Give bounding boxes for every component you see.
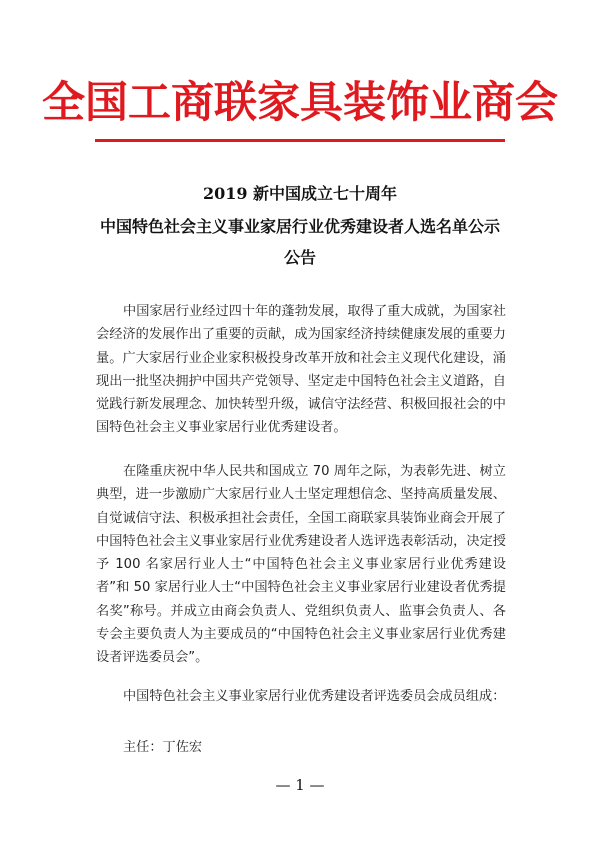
- page-number: — 1 —: [275, 776, 325, 794]
- chairman-line: 主任：丁佐宏: [123, 740, 203, 755]
- title-line-2: 中国特色社会主义事业家居行业优秀建设者人选名单公示: [99, 217, 500, 236]
- body-paragraph-3: 中国特色社会主义事业家居行业优秀建设者评选委员会成员组成：: [123, 689, 506, 704]
- body-paragraph-1: 中国家居行业经过四十年的蓬勃发展，取得了重大成就，为国家社会经济的发展作出了重要的贡献，成为国家经济持续健康发展的重要力量。广大家居行业企业家积极投身改革开放和社会主义现代化建设，涌现出一批坚决拥护中国共产党领导、坚定走中国特色社会主义道路，自觉践行新发展理念、加快转型升级，诚信守法经营、积极回报社会的中国特色社会主义事业家居行业优秀建设者。: [96, 304, 506, 436]
- title-line-3: 公告: [283, 248, 316, 267]
- organization-header: 全国工商联家具装饰业商会: [42, 78, 558, 128]
- header-divider: [95, 139, 505, 142]
- body-paragraph-2: 在隆重庆祝中华人民共和国成立 70 周年之际，为表彰先进、树立典型，进一步激励广大家居行业人士坚定理想信念、坚持高质量发展、自觉诚信守法、积极承担社会责任，全国工商联家具装饰业商会开展了中国特色社会主义事业家居行业优秀建设者人选评选表彰活动，决定授予 100 名家居行业人士“中国特色社会主义事业家居行业优秀建设者”和 50 家居行业人士“中国特色社会主义事业家居行业建设者优秀提名奖”称号。并成立由商会负责人、党组织负责人、监事会负责人、各专会主要负责人为主要成员的“中国特色社会主义事业家居行业优秀建设者评选委员会”。: [96, 464, 506, 666]
- title-line-1: 2019 新中国成立七十周年: [202, 184, 398, 203]
